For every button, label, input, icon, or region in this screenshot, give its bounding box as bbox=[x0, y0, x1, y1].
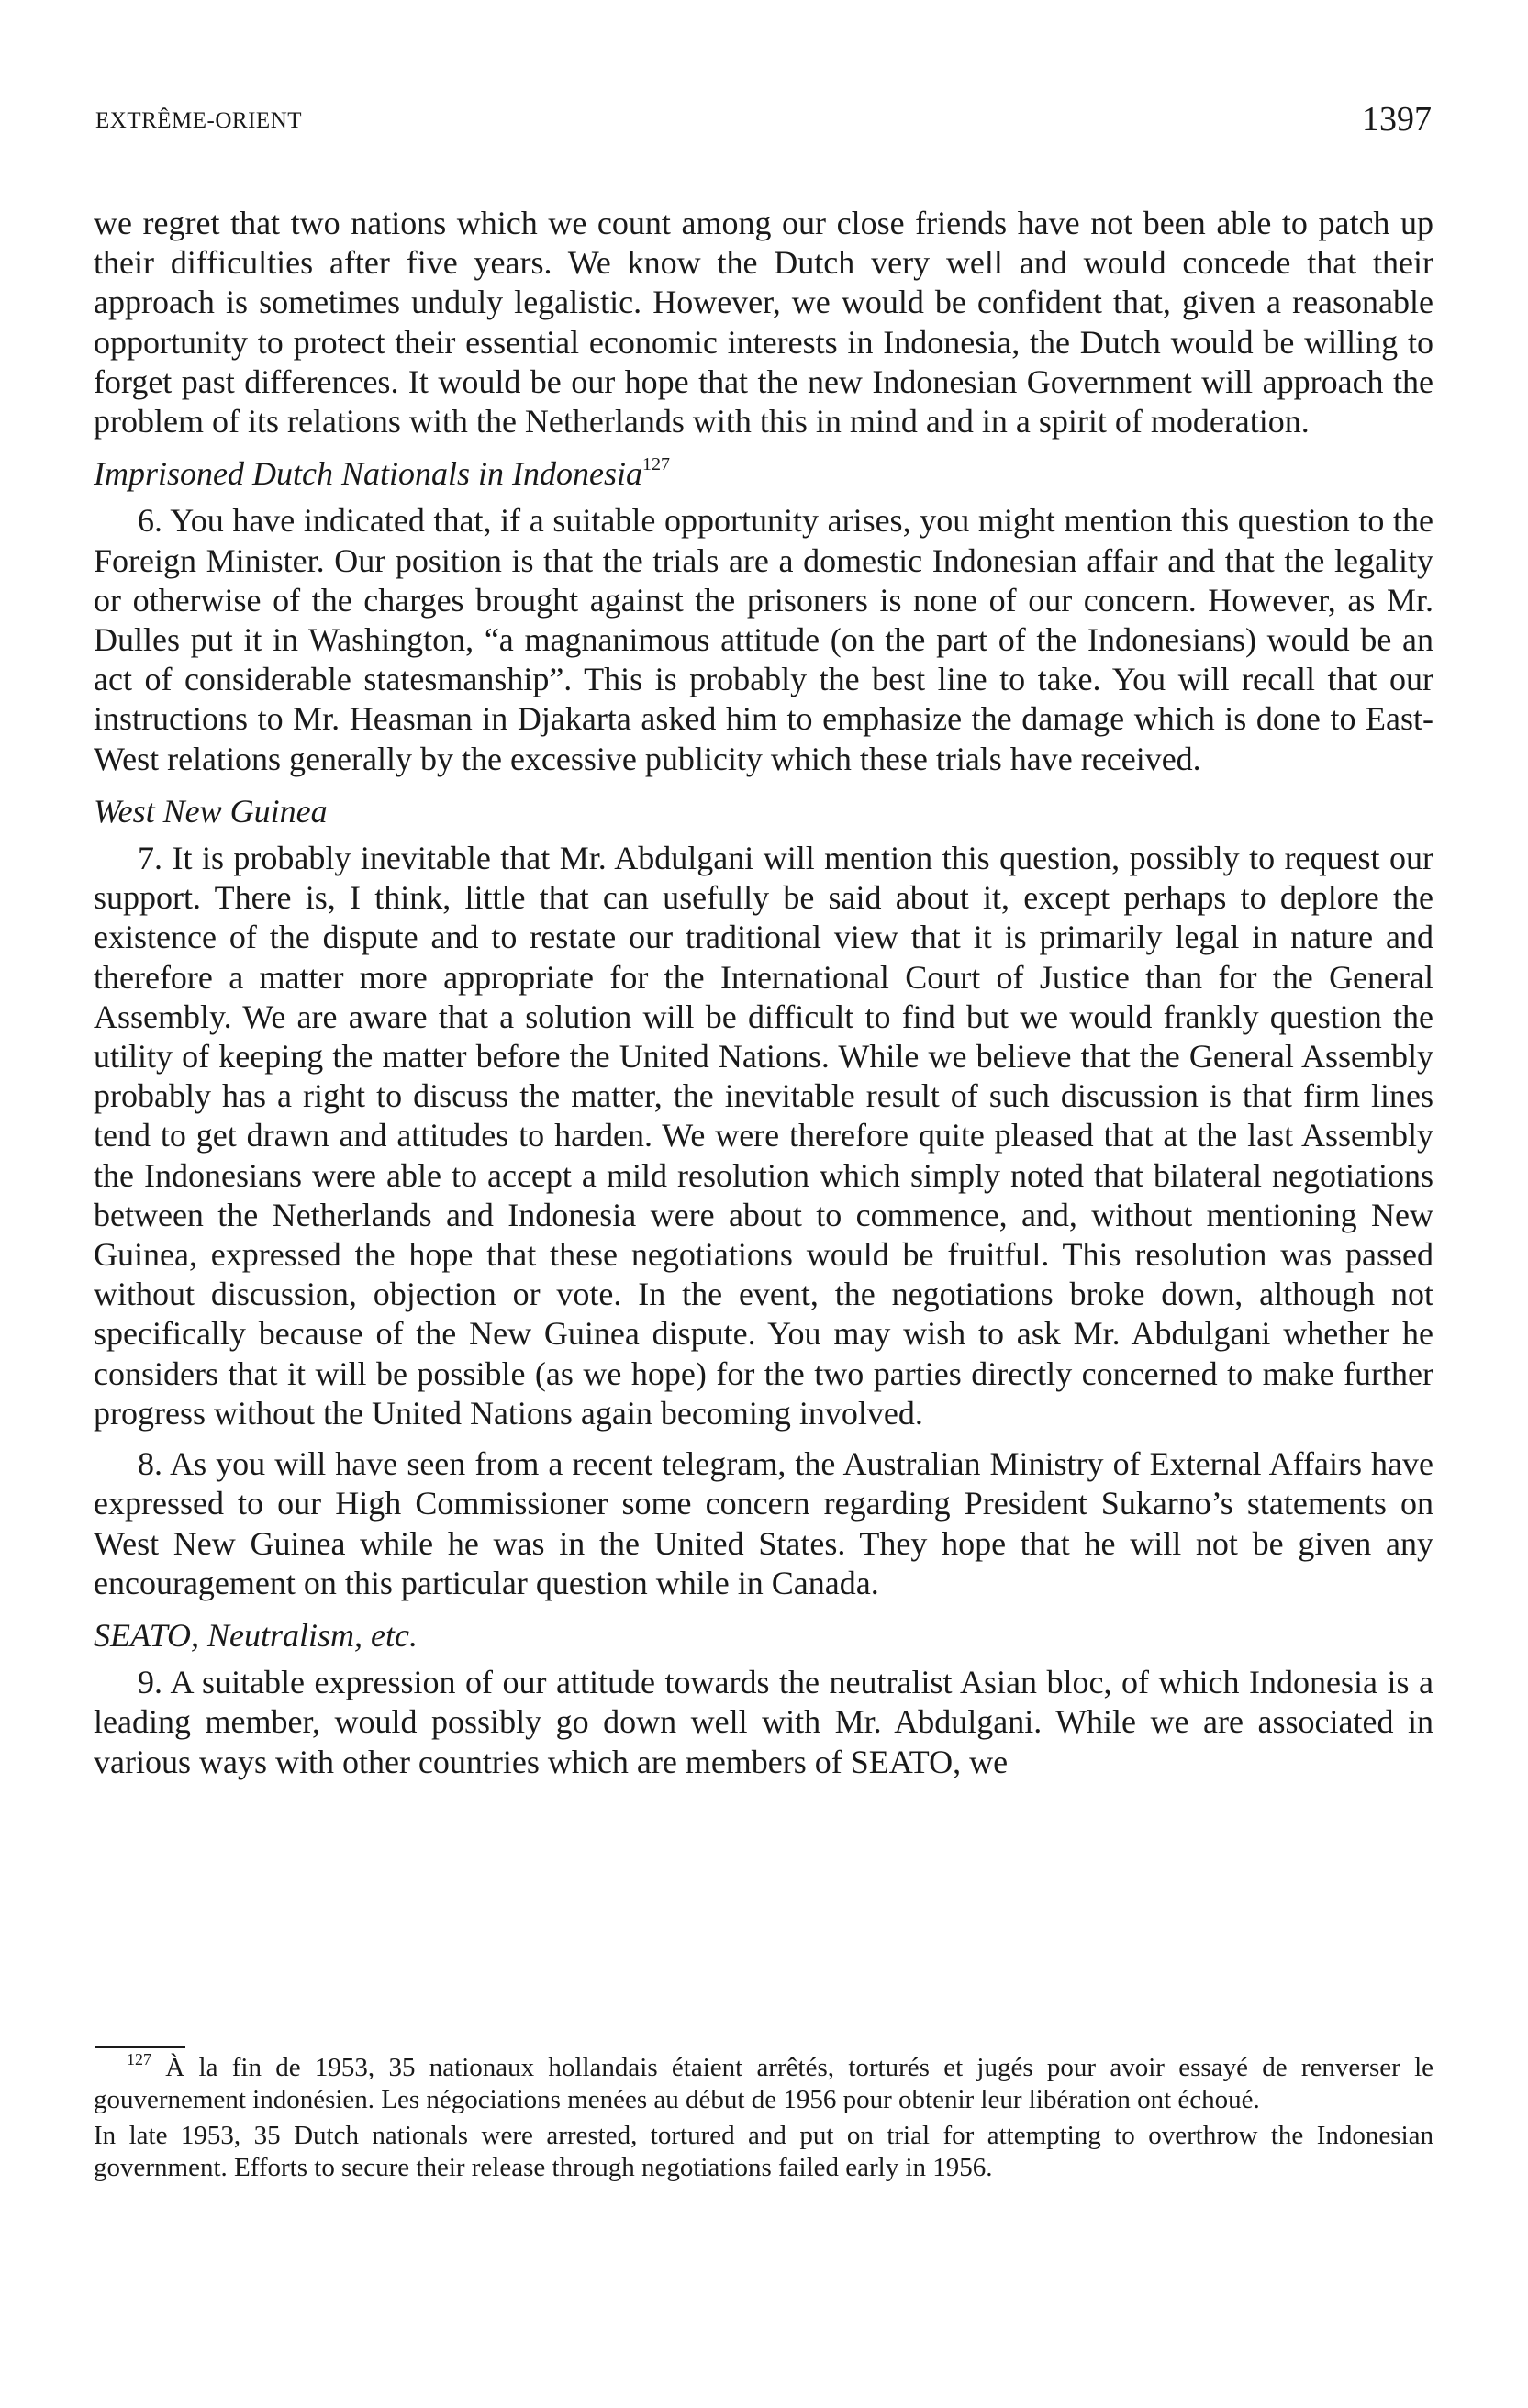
paragraph-6: 6. You have indicated that, if a suitable opportunity arises, you might mention this question to the Foreign Minister. Our position is that the trials are a domestic Indonesian affair and that the legality or otherwise of the charges brought against the prisoners is none of our concern. However, as Mr. Dulles put it in Washington, “a magnanimous attitude (on the part of the Indonesians) would be an act of considerable statesmanship”. This is probably the best line to take. You will recall that our instructions to Mr. Heasman in Djakarta asked him to emphasize the damage which is done to East-West relations generally by the excessive publicity which these trials have received. bbox=[94, 502, 1433, 777]
footnote-french bbox=[94, 2052, 1433, 2116]
footnote-divider bbox=[95, 2046, 185, 2048]
section-heading-imprisoned-dutch-nationals bbox=[94, 454, 1433, 494]
footnote-english: In late 1953, 35 Dutch nationals were arrested, tortured and put on trial for attempting to overthrow the Indonesian government. Efforts to secure their release through negotiations failed early in 1956. bbox=[94, 2121, 1433, 2182]
footnotes bbox=[94, 2052, 1433, 2184]
footnote-reference: 127 bbox=[641, 454, 670, 475]
section-heading-seato-neutralism: SEATO, Neutralism, etc. bbox=[94, 1616, 418, 1654]
body-text bbox=[94, 204, 1433, 1782]
paragraph-intro: we regret that two nations which we count among our close friends have not been able to patch up their difficulties after five years. We know the Dutch very well and would concede that their approach is sometimes unduly legalistic. However, we would be confident that, given a reasonable opportunity to protect their essential economic interests in Indonesia, the Dutch would be willing to forget past differences. It would be our hope that the new Indonesian Government will approach the problem of its relations with the Netherlands with this in mind and in a spirit of moderation. bbox=[94, 205, 1433, 440]
paragraph-9: 9. A suitable expression of our attitude towards the neutralist Asian bloc, of which Indonesia is a leading member, would possibly go down well with Mr. Abdulgani. While we are associated in various ways with other countries which are members of SEATO, we bbox=[94, 1664, 1433, 1780]
section-heading-west-new-guinea: West New Guinea bbox=[94, 792, 328, 830]
footnote-marker: 127 bbox=[127, 2050, 151, 2068]
running-head: EXTRÊME-ORIENT bbox=[95, 108, 303, 133]
paragraph-7: 7. It is probably inevitable that Mr. Abdulgani will mention this question, possibly to request our support. There is, I think, little that can usefully be said about it, except perhaps to deplore the existence of the dispute and to restate our traditional view that it is primarily legal in nature and therefore a matter more appropriate for the International Court of Justice than for the General Assembly. We are aware that a solution will be difficult to find but we would frankly question the utility of keeping the matter before the United Nations. While we believe that the General Assembly probably has a right to discuss the matter, the inevitable result of such discussion is that firm lines tend to get drawn and attitudes to harden. We were therefore quite pleased that at the last Assembly the Indonesians were able to accept a mild resolution which simply noted that bilateral negotiations between the Netherlands and Indonesia were about to commence, and, without mentioning New Guinea, expressed the hope that these negotiations would be fruitful. This resolution was passed without discussion, objection or vote. In the event, the negotiations broke down, although not specifically because of the New Guinea dispute. You may wish to ask Mr. Abdulgani whether he considers that it will be possible (as we hope) for the two parties directly concerned to make further progress without the United Nations again becoming involved. bbox=[94, 840, 1433, 1432]
paragraph-8: 8. As you will have seen from a recent telegram, the Australian Ministry of External Affairs have expressed to our High Commissioner some concern regarding President Sukarno’s statements on West New Guinea while he was in the United States. They hope that he will not be given any encouragement on this particular question while in Canada. bbox=[94, 1445, 1433, 1601]
page-number: 1397 bbox=[1362, 100, 1432, 139]
footnote-french-text: À la fin de 1953, 35 nationaux hollandais étaient arrêtés, torturés et jugés pour avoir essayé de renverser le gouvernement indonésien. Les négociations menées au début de 1956 pour obtenir leur libération ont échoué. bbox=[94, 2053, 1433, 2114]
section-heading-text: Imprisoned Dutch Nationals in Indonesia bbox=[94, 455, 642, 493]
